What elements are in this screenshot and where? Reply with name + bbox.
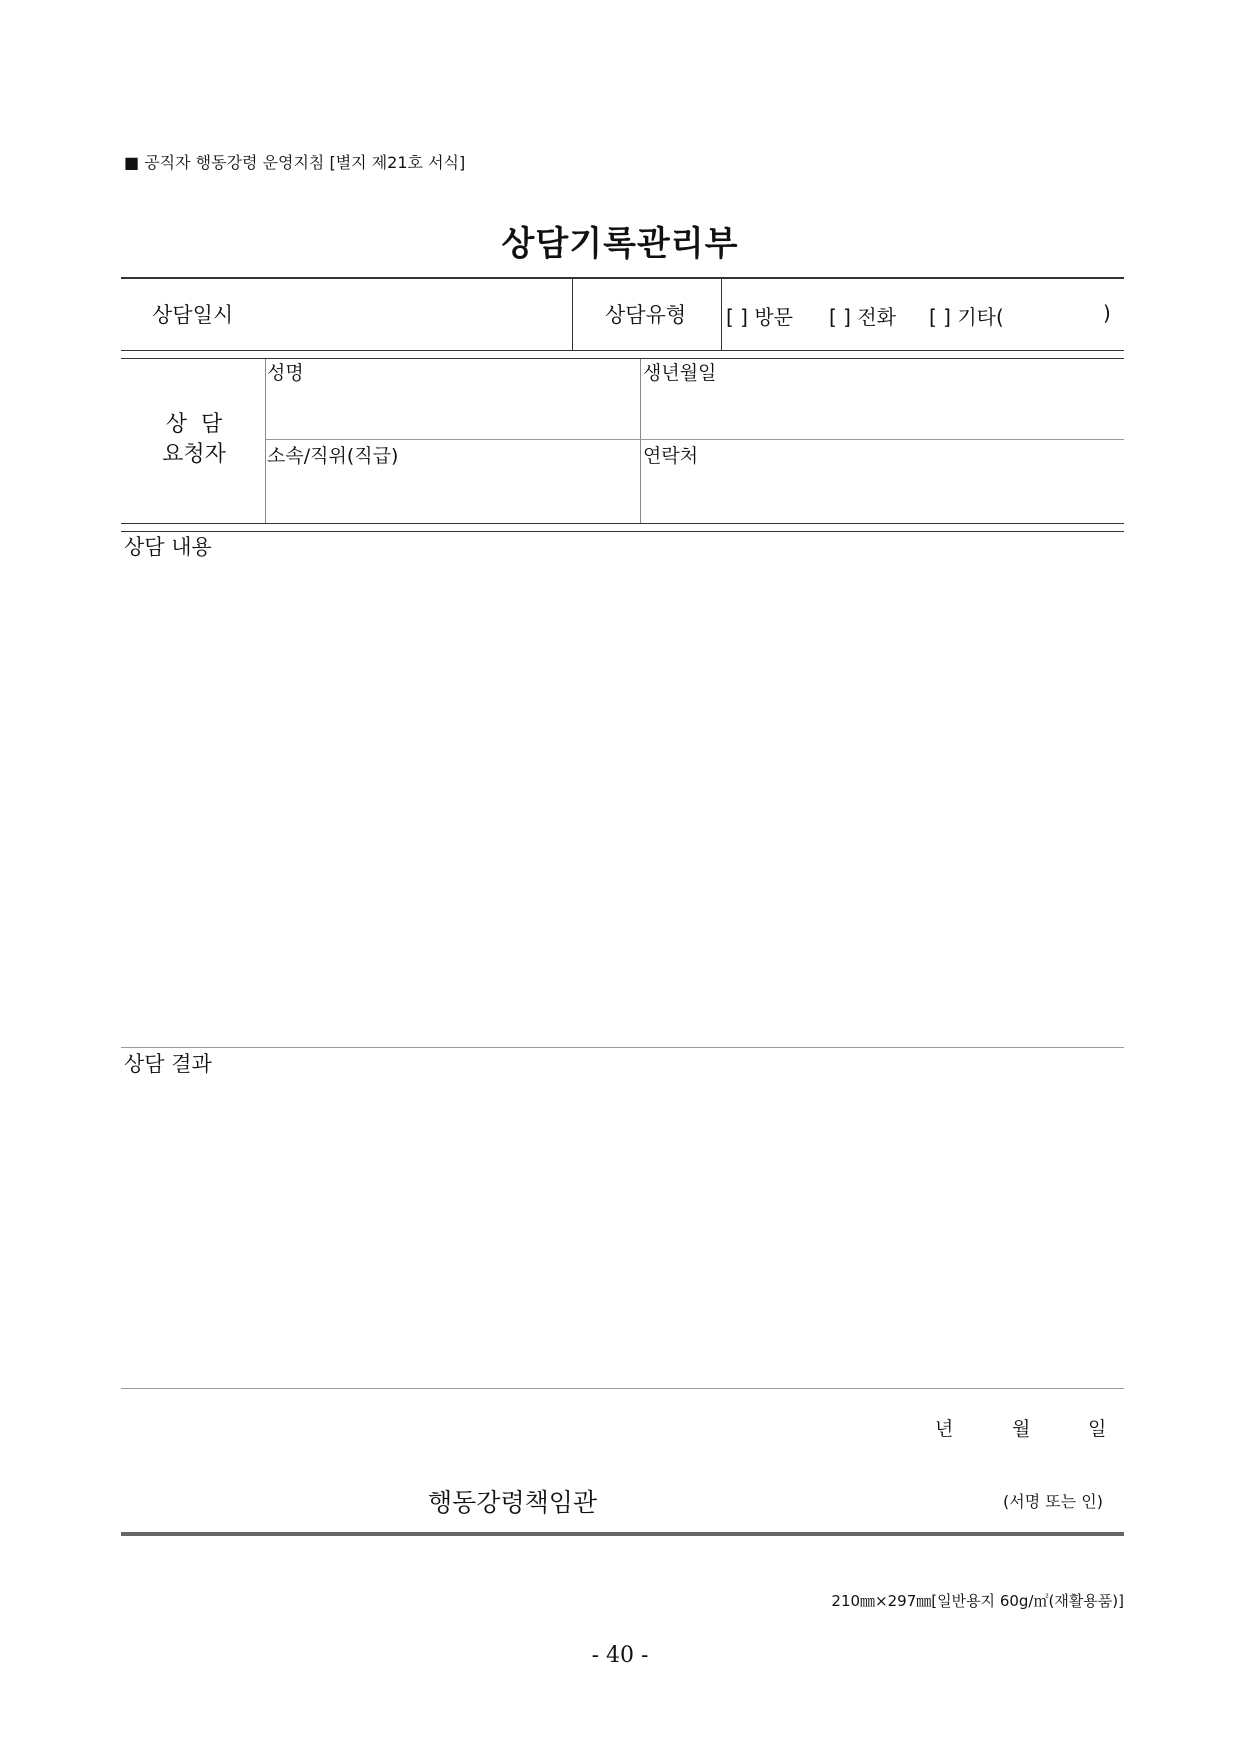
table-bottom-border — [121, 1532, 1124, 1536]
requester-row-divider — [266, 439, 1124, 440]
consultation-content-area[interactable] — [121, 560, 1124, 1045]
paper-spec-note: 210㎜×297㎜[일반용지 60g/㎡(재활용품)] — [831, 1592, 1124, 1610]
birthdate-field[interactable] — [641, 380, 1123, 438]
consultation-content-label: 상담 내용 — [124, 535, 212, 559]
date-year-label: 년 — [935, 1418, 954, 1440]
signature-section-top-border — [121, 1388, 1124, 1389]
row1-bottom-border — [121, 350, 1124, 351]
form-reference-note: ■ 공직자 행동강령 운영지침 [별지 제21호 서식] — [124, 153, 466, 172]
birthdate-label: 생년월일 — [643, 362, 717, 384]
requester-bottom-border — [121, 523, 1124, 524]
consultation-result-area[interactable] — [121, 1078, 1124, 1384]
result-top-border — [121, 1047, 1124, 1048]
page-number: - 40 - — [591, 1643, 649, 1668]
option-visit-checkbox[interactable]: [ ] 방문 — [726, 305, 793, 329]
option-phone-checkbox[interactable]: [ ] 전화 — [829, 305, 896, 329]
page-title: 상담기록관리부 — [501, 224, 739, 264]
ethics-officer-label: 행동강령책임관 — [428, 1488, 598, 1517]
contact-field[interactable] — [641, 463, 1123, 521]
row1-divider-left — [572, 278, 573, 350]
option-other-checkbox[interactable]: [ ] 기타( — [929, 305, 1004, 329]
table-top-border — [121, 277, 1124, 279]
contact-label: 연락처 — [643, 445, 699, 467]
affiliation-label: 소속/직위(직급) — [267, 445, 399, 467]
content-top-border — [121, 531, 1124, 532]
date-month-label: 월 — [1012, 1418, 1031, 1440]
requester-label — [121, 410, 267, 470]
name-label: 성명 — [267, 362, 304, 384]
requester-label-line1: 상 담 — [165, 412, 223, 437]
date-day-label: 일 — [1088, 1418, 1107, 1440]
consultation-type-label: 상담유형 — [605, 303, 687, 327]
affiliation-field[interactable] — [266, 463, 639, 521]
name-field[interactable] — [266, 380, 639, 438]
consultation-datetime-label: 상담일시 — [152, 303, 234, 327]
row1-divider-right — [721, 278, 722, 350]
signature-or-seal-note: (서명 또는 인) — [1003, 1492, 1103, 1511]
requester-label-line2: 요청자 — [162, 442, 226, 467]
consultation-result-label: 상담 결과 — [124, 1052, 212, 1076]
option-other-close-paren: ) — [1103, 301, 1111, 325]
